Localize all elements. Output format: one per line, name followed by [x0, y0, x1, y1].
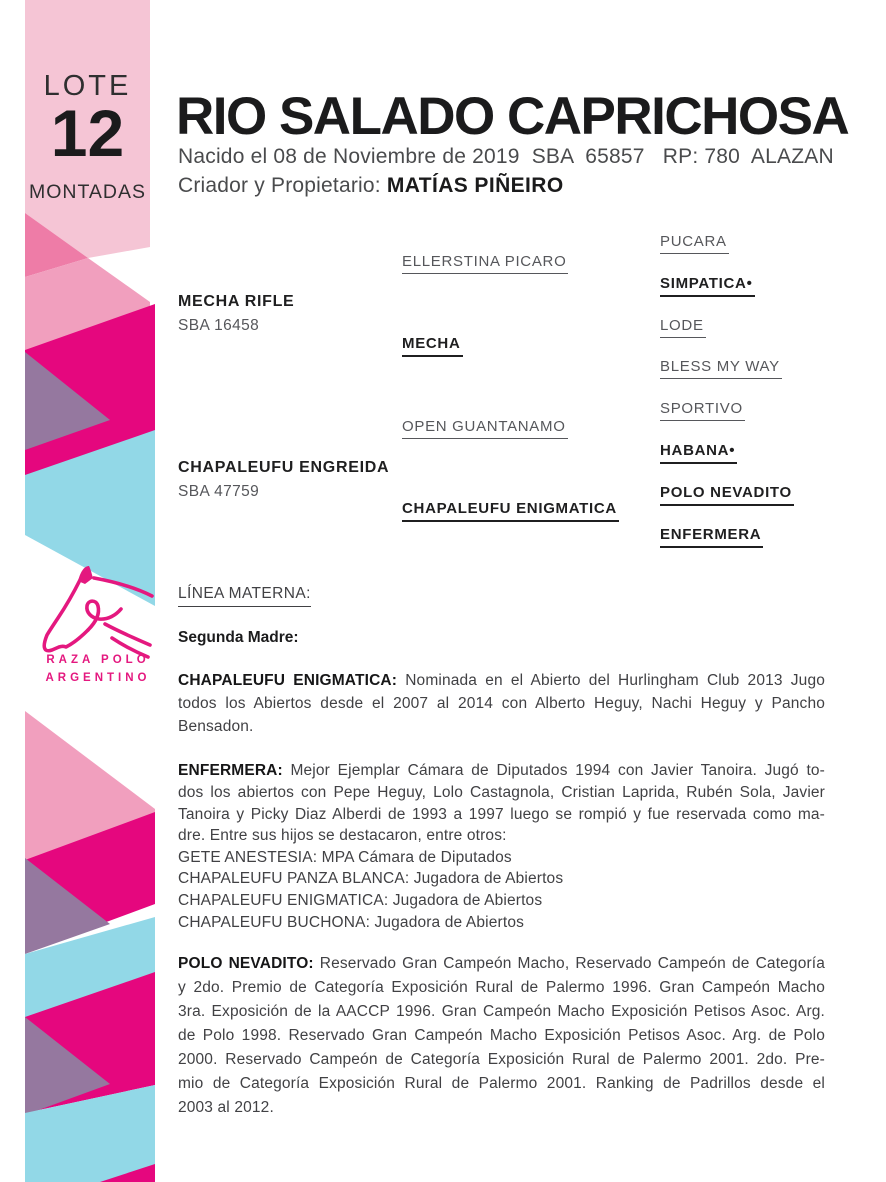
paragraph-line: mio de Categoría Exposición Rural de Palermo 2001. Ranking de Padrillos desde el — [178, 1075, 825, 1092]
pedigree-gen3-entry: LODE — [660, 317, 706, 338]
paragraph-text: Mejor Ejemplar Cámara de Diputados 1994 con Javier Tanoira. Jugó to- — [282, 762, 825, 779]
pedigree-dam2-registry: SBA 47759 — [178, 483, 260, 500]
horse-mane — [94, 578, 152, 596]
offspring-list-item: CHAPALEUFU BUCHONA: Jugadora de Abiertos — [178, 914, 524, 931]
second-dam-subheading: Segunda Madre: — [178, 629, 299, 646]
paragraph-line: y 2do. Premio de Categoría Exposición Rural de Palermo 1996. Gran Campeón Macho — [178, 979, 825, 996]
paragraph-line: dre. Entre sus hijos se destacaron, entre otros: — [178, 827, 507, 844]
horse-jowl — [87, 601, 121, 630]
pedigree-gen3-entry: ENFERMERA — [660, 526, 763, 548]
paragraph-line: Tanoira y Picky Diaz Alberdi de 1993 a 1997 luego se rompió y fue reservada como ma- — [178, 806, 825, 823]
paragraph-text: Nominada en el Abierto del Hurlingham Club 2013 Jugo — [397, 672, 825, 689]
pedigree-gen3-entry: SIMPATICA• — [660, 275, 755, 297]
breeder-label: Criador y Propietario: — [178, 174, 387, 197]
pedigree-dam1-registry: SBA 16458 — [178, 317, 260, 334]
maternal-heading: LÍNEA MATERNA: — [178, 585, 311, 607]
pedigree-gen2-entry: OPEN GUANTANAMO — [402, 418, 568, 439]
paragraph-line: 2003 al 2012. — [178, 1099, 274, 1116]
lot-category: MONTADAS — [28, 181, 147, 203]
paragraph-line: 3ra. Exposición de la AACCP 1996. Gran Campeón Macho Exposición Petisos Asoc. Arg. — [178, 1003, 825, 1020]
pedigree-gen3-entry: BLESS MY WAY — [660, 358, 782, 379]
paragraph-line: 2000. Reservado Campeón de Categoría Exposición Rural de Palermo 2001. 2do. Pre- — [178, 1051, 825, 1068]
logo-wordmark-line2: ARGENTINO — [45, 672, 151, 684]
offspring-list-item: CHAPALEUFU PANZA BLANCA: Jugadora de Abiertos — [178, 870, 564, 887]
horse-neck-upper — [105, 624, 150, 645]
paragraph-line: Bensadon. — [178, 718, 254, 735]
logo-wordmark-line1: RAZA POLO — [46, 654, 150, 666]
horse-head-icon — [28, 554, 158, 659]
breeder-line — [178, 174, 564, 198]
paragraph-lead: POLO NEVADITO: — [178, 955, 314, 972]
paragraph-line: todos los Abiertos desde el 2007 al 2014 con Alberto Heguy, Nachi Heguy y Pancho — [178, 695, 825, 712]
paragraph-line — [178, 955, 825, 973]
page-title: RIO SALADO CAPRICHOSA — [176, 87, 849, 146]
pedigree-gen3-entry: SPORTIVO — [660, 400, 745, 421]
pedigree-gen2-entry: CHAPALEUFU ENIGMATICA — [402, 500, 619, 522]
pedigree-gen3-entry: POLO NEVADITO — [660, 484, 794, 506]
pedigree-dam2-name: CHAPALEUFU ENGREIDA — [178, 459, 390, 476]
paragraph-lead: CHAPALEUFU ENIGMATICA: — [178, 672, 398, 689]
pedigree-gen3-entry: PUCARA — [660, 233, 729, 254]
paragraph-line: de Polo 1998. Reservado Gran Campeón Macho Exposición Petisos Asoc. Arg. de Polo — [178, 1027, 825, 1044]
horse-face — [44, 580, 88, 651]
paragraph-line — [178, 762, 825, 780]
paragraph-line: dos los abiertos con Pepe Heguy, Lolo Castagnola, Cristian Laprida, Rubén Sola, Javier — [178, 784, 825, 801]
pedigree-gen2-entry: ELLERSTINA PICARO — [402, 253, 568, 274]
paragraph-lead: ENFERMERA: — [178, 762, 283, 779]
paragraph-text: Reservado Gran Campeón Macho, Reservado Campeón de Categoría — [313, 955, 825, 972]
offspring-list-item: CHAPALEUFU ENIGMATICA: Jugadora de Abiertos — [178, 892, 543, 909]
paragraph-line — [178, 672, 825, 690]
offspring-list-item: GETE ANESTESIA: MPA Cámara de Diputados — [178, 849, 512, 866]
pedigree-gen3-entry: HABANA• — [660, 442, 737, 464]
lot-kicker: LOTE — [43, 70, 132, 102]
pedigree-dam1-name: MECHA RIFLE — [178, 293, 295, 310]
breeder-name: MATÍAS PIÑEIRO — [386, 174, 564, 197]
pedigree-gen2-entry: MECHA — [402, 335, 463, 357]
lot-number: 12 — [50, 96, 125, 170]
birth-line: Nacido el 08 de Noviembre de 2019 SBA 65857 RP: 780 ALAZAN — [178, 145, 834, 168]
